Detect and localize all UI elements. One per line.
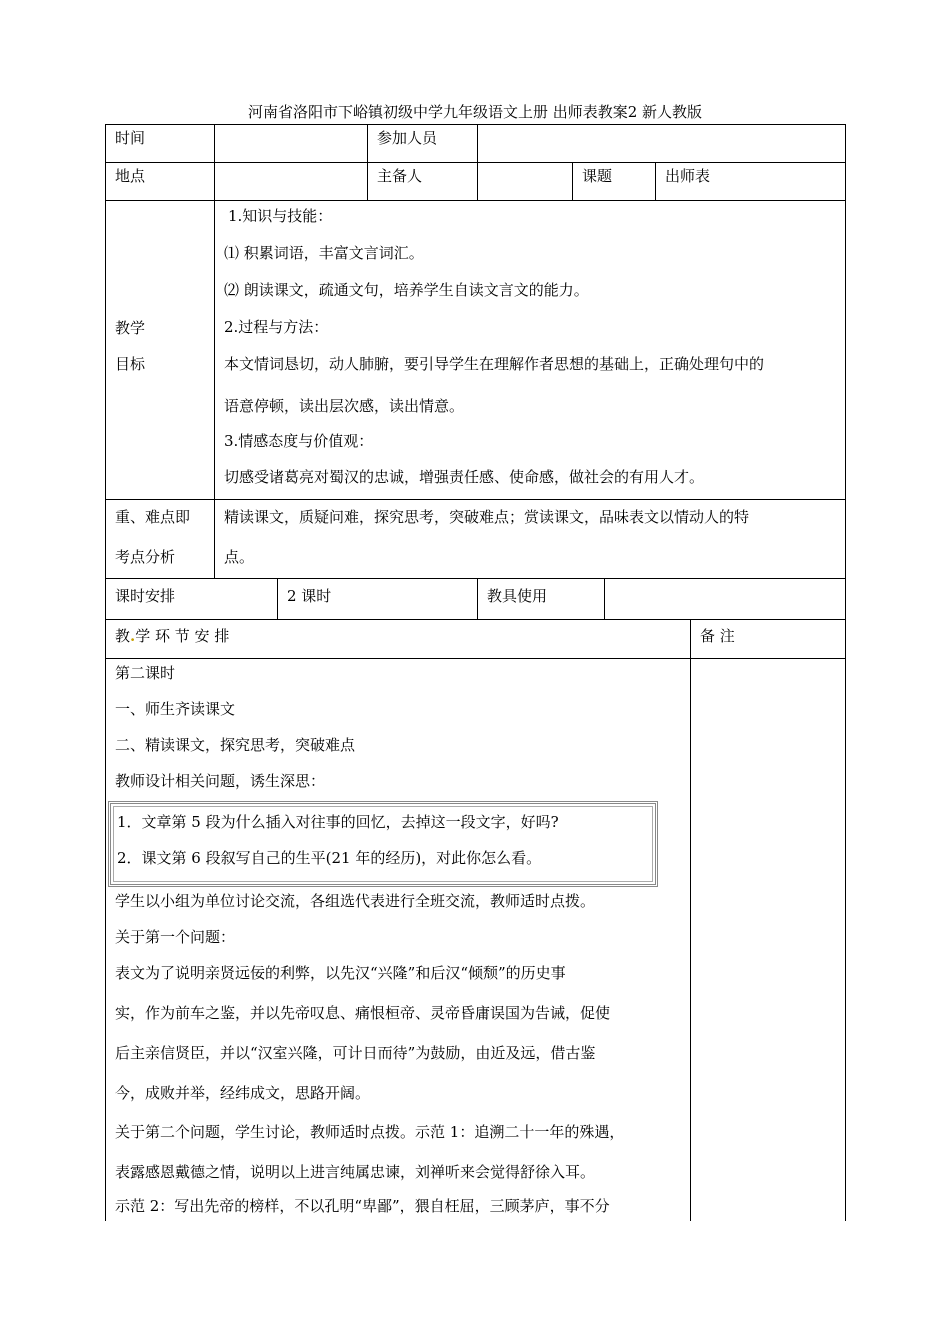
process-header-part-2: 学 环 节 安 排 bbox=[135, 627, 230, 645]
goal-line: 语意停顿，读出层次感，读出情意。 bbox=[224, 397, 465, 415]
keypoints-label-line-2: 考点分析 bbox=[115, 548, 176, 566]
body-line: 教师设计相关问题，诱生深思： bbox=[115, 772, 326, 790]
keypoints-line-1: 精读课文，质疑问难，探究思考，突破难点；赏读课文，品味表文以情动人的特 bbox=[224, 508, 750, 526]
body-line: 表露感恩戴德之情，说明以上进言纯属忠谏，刘禅听来会觉得舒徐入耳。 bbox=[115, 1163, 596, 1181]
goal-line: 3.情感态度与价值观： bbox=[224, 432, 374, 450]
body-line: 示范 2：写出先帝的榜样，不以孔明“卑鄙”，猥自枉屈，三顾茅庐，事不分 bbox=[115, 1197, 610, 1215]
process-header-part-1: 教 bbox=[115, 627, 131, 645]
process-header-dot: . bbox=[130, 627, 136, 645]
body-line: 关于第一个问题： bbox=[115, 928, 236, 946]
goal-line: 本文情词恳切，动人肺腑，要引导学生在理解作者思想的基础上，正确处理句中的 bbox=[224, 355, 765, 373]
question-item: 1．文章第 5 段为什么插入对往事的回忆，去掉这一段文字，好吗? bbox=[117, 813, 559, 831]
goal-line: 切感受诸葛亮对蜀汉的忠诚，增强责任感、使命感，做社会的有用人才。 bbox=[224, 468, 705, 486]
preparer-label: 主备人 bbox=[377, 167, 423, 185]
hours-label: 课时安排 bbox=[115, 587, 176, 605]
body-line: 二、精读课文，探究思考，突破难点 bbox=[115, 736, 356, 754]
tools-label: 教具使用 bbox=[487, 587, 548, 605]
body-line: 表文为了说明亲贤远佞的利弊，以先汉“兴隆”和后汉“倾颓”的历史事 bbox=[115, 964, 566, 982]
question-item: 2．课文第 6 段叙写自己的生平(21 年的经历)，对此你怎么看。 bbox=[117, 849, 542, 867]
hours-value: 2 课时 bbox=[287, 587, 332, 605]
place-label: 地点 bbox=[115, 167, 146, 185]
goal-line: ⑴ 积累词语，丰富文言词汇。 bbox=[224, 244, 424, 262]
time-label: 时间 bbox=[115, 129, 146, 147]
keypoints-label-line-1: 重、难点即 bbox=[115, 508, 191, 526]
body-line: 学生以小组为单位讨论交流，各组选代表进行全班交流，教师适时点拨。 bbox=[115, 892, 596, 910]
notes-label: 备 注 bbox=[700, 627, 735, 645]
topic-value: 出师表 bbox=[665, 167, 711, 185]
body-line: 关于第二个问题，学生讨论，教师适时点拨。示范 1：追溯二十一年的殊遇， bbox=[115, 1123, 625, 1141]
goal-line: 1.知识与技能： bbox=[228, 207, 333, 225]
body-line: 实，作为前车之鉴，并以先帝叹息、痛恨桓帝、灵帝昏庸误国为告诫，促使 bbox=[115, 1004, 611, 1022]
goals-label-line-2: 目标 bbox=[115, 355, 146, 373]
goals-label-line-1: 教学 bbox=[115, 319, 146, 337]
body-line: 今，成败并举，经纬成文，思路开阔。 bbox=[115, 1084, 371, 1102]
body-line: 第二课时 bbox=[115, 664, 176, 682]
goal-line: ⑵ 朗读课文，疏通文句，培养学生自读文言文的能力。 bbox=[224, 281, 589, 299]
process-header bbox=[115, 626, 229, 646]
document-title: 河南省洛阳市下峪镇初级中学九年级语文上册 出师表教案2 新人教版 bbox=[247, 103, 703, 121]
topic-label: 课题 bbox=[582, 167, 613, 185]
body-line: 后主亲信贤臣，并以“汉室兴隆，可计日而待”为鼓励，由近及远，借古鉴 bbox=[115, 1044, 596, 1062]
body-line: 一、师生齐读课文 bbox=[115, 700, 236, 718]
goal-line: 2.过程与方法： bbox=[224, 318, 329, 336]
participants-label: 参加人员 bbox=[377, 129, 438, 147]
keypoints-line-2: 点。 bbox=[224, 548, 255, 566]
